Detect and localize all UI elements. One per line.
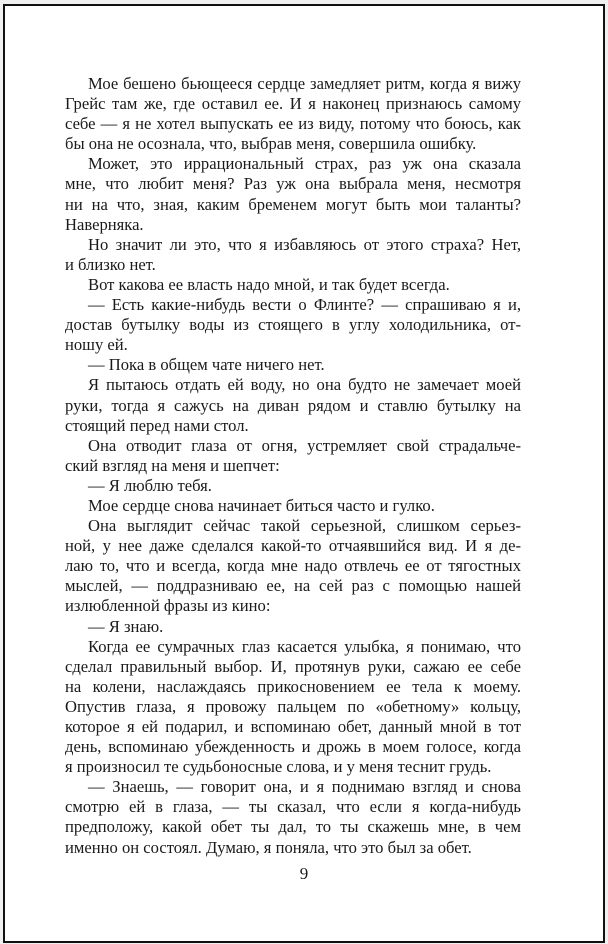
text-line: Она выглядит сейчас такой серьезной, слишком серьез- [88, 516, 521, 536]
text-line: — Пока в общем чате ничего нет. [88, 355, 325, 375]
paragraph [65, 496, 521, 516]
text-line: день, вспоминаю убежденность и дрожь в моем голосе, когда [65, 737, 521, 757]
text-line: руки, тогда я сажусь на диван рядом и ставлю бутылку на [65, 395, 521, 415]
text-line: ни на что, зная, каким бременем могут быть мои таланты? [65, 194, 521, 214]
text-line: Грейс там же, где оставил ее. И я наконец признаюсь самому [65, 94, 521, 114]
paragraph [65, 476, 521, 496]
text-line: смотрю ей в глаза, — ты сказал, что если я когда-нибудь [65, 797, 521, 817]
paragraph [65, 375, 521, 435]
page-number: 9 [299, 864, 309, 883]
text-line: Вот какова ее власть надо мной, и так будет всегда. [88, 274, 450, 294]
text-line: Опустив глаза, я провожу пальцем по «обетному» кольцу, [65, 696, 521, 716]
paragraph [65, 154, 521, 234]
text-line: сделал правильный выбор. И, протянув руки, сажаю ее себе [65, 656, 521, 676]
text-line: ский взгляд на меня и шепчет: [65, 455, 280, 475]
text-line: которое я ей подарил, и вспоминаю обет, данный мной в тот [65, 717, 521, 736]
text-line: — Я люблю тебя. [88, 475, 212, 495]
text-line: мне, что любит меня? Раз уж она выбрала меня, несмотря [65, 174, 521, 194]
text-line: предположу, какой обет ты дал, то ты скажешь мне, в чем [65, 817, 521, 837]
text-line: ной, у нее даже сделался какой-то отчаявшийся вид. И я де- [65, 536, 521, 556]
text-line: бы она не осознала, что, выбрав меня, совершила ошибку. [65, 134, 477, 154]
paragraph [65, 275, 521, 295]
text-line: Наверняка. [65, 214, 144, 234]
text-line: на колени, наслаждаясь прикосновением ее тела к моему. [65, 676, 521, 696]
text-line: лаю то, что и всегда, когда мне надо отвлечь ее от тягостных [65, 556, 521, 576]
text-line: я произносил те судьбоносные слова, и у меня теснит грудь. [65, 757, 492, 777]
paragraph [65, 777, 521, 857]
text-line: — Я знаю. [88, 616, 164, 636]
text-line: Она отводит глаза от огня, устремляет свой страдальче- [88, 435, 521, 455]
paragraph [65, 74, 521, 154]
paragraph [65, 235, 521, 275]
text-line: себе — я не хотел выпускать ее из виду, потому что боюсь, как [65, 114, 521, 134]
text-line: — Знаешь, — говорит она, и я поднимаю взгляд и снова [88, 777, 521, 797]
text-line: достав бутылку воды из стоящего в углу холодильника, от- [65, 315, 521, 335]
text-line: стоящий перед нами стол. [65, 415, 249, 435]
paragraph [65, 355, 521, 375]
text-line: Но значит ли это, что я избавляюсь от этого страха? Нет, [88, 234, 521, 254]
paragraph [65, 295, 521, 355]
text-line: Мое бешено бьющееся сердце замедляет ритм, когда я вижу [88, 74, 521, 93]
text-line: ношу ей. [65, 335, 128, 355]
text-line: именно он состоял. Думаю, я поняла, что это был за обет. [65, 837, 472, 857]
text-line: Мое сердце снова начинает биться часто и гулко. [88, 495, 435, 515]
paragraph [65, 436, 521, 476]
paragraph [65, 516, 521, 616]
page-body-text [65, 74, 521, 858]
text-line: Я пытаюсь отдать ей воду, но она будто не замечает моей [88, 375, 521, 395]
text-line: излюбленной фразы из кино: [65, 596, 271, 616]
text-line: — Есть какие-нибудь вести о Флинте? — спрашиваю я и, [88, 295, 521, 315]
text-line: Когда ее сумрачных глаз касается улыбка, я понимаю, что [88, 636, 521, 656]
paragraph [65, 617, 521, 637]
paragraph [65, 637, 521, 778]
text-line: Может, это иррациональный страх, раз уж она сказала [88, 154, 521, 174]
book-page [3, 4, 605, 943]
text-line: мыслей, — поддразниваю ее, на сей раз с помощью нашей [65, 576, 521, 596]
text-line: и близко нет. [65, 254, 156, 274]
